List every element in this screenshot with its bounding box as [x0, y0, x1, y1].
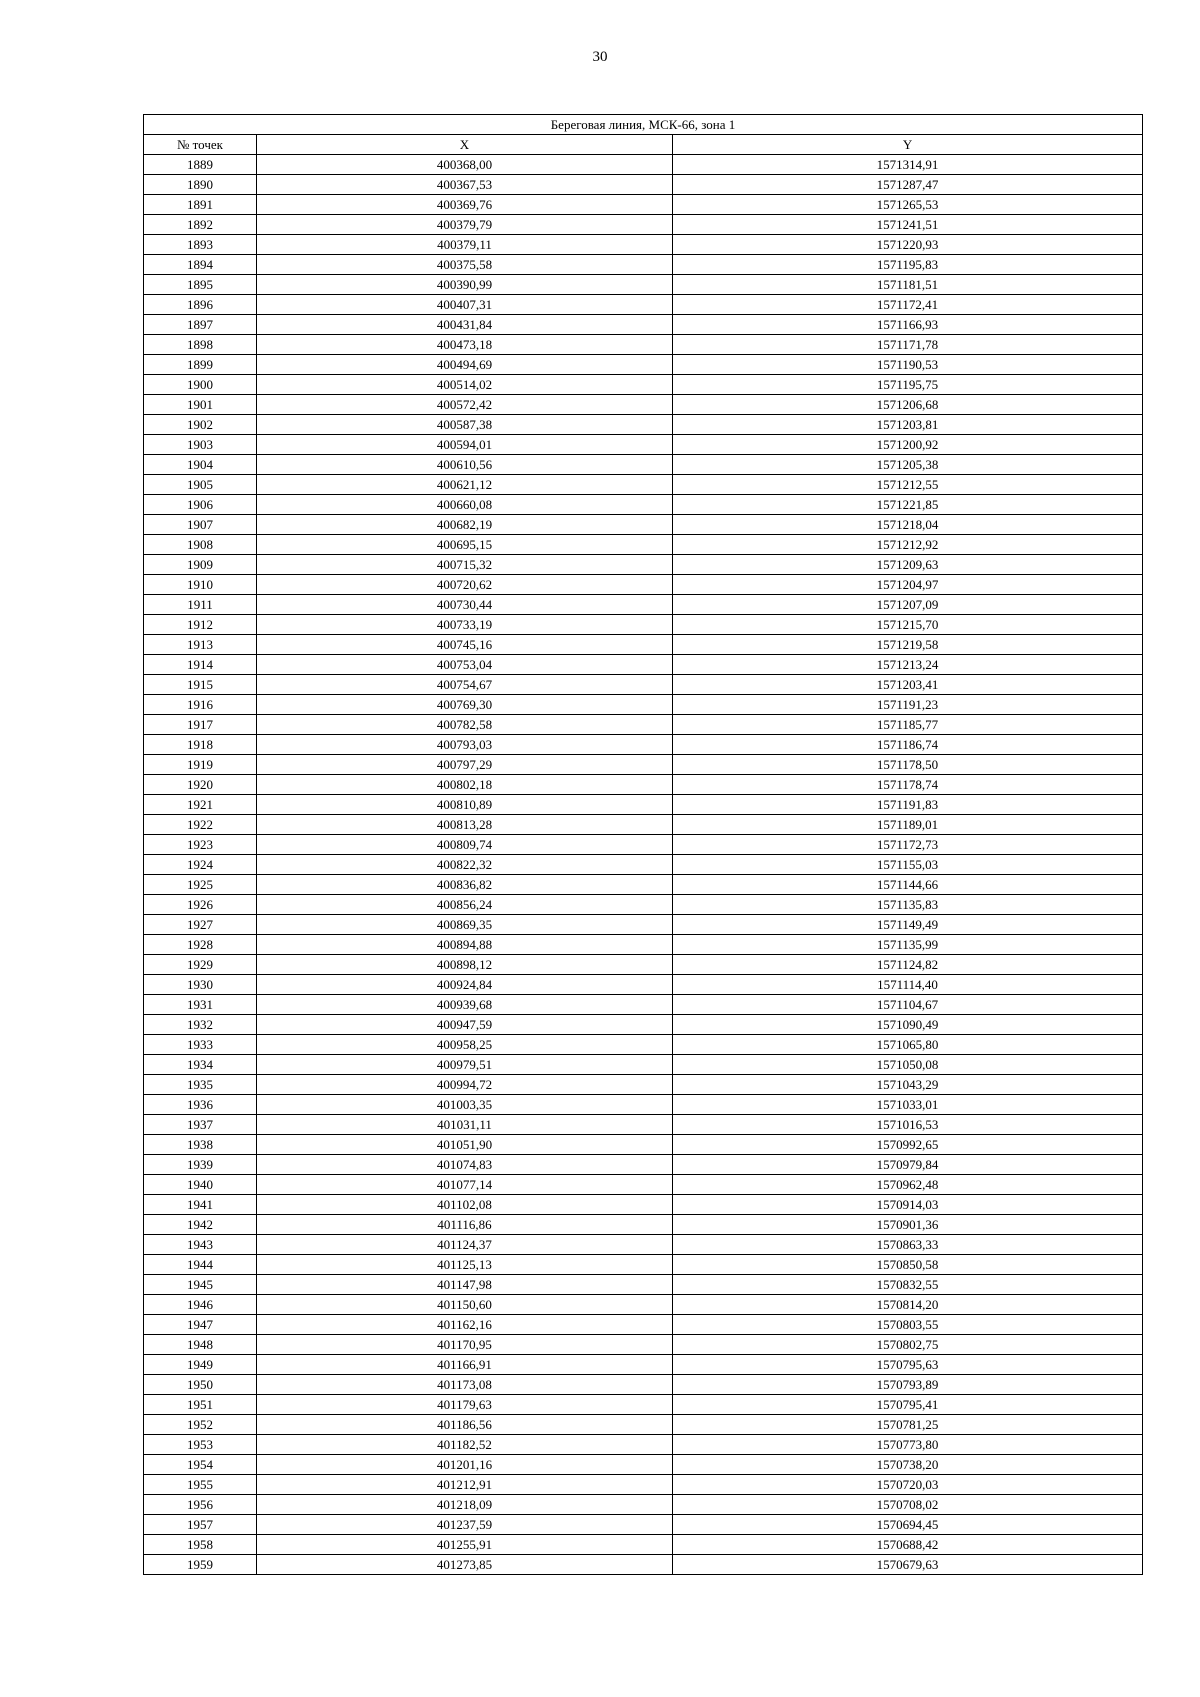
- table-row: [144, 155, 1143, 175]
- y-coordinate-cell: 1571241,51: [673, 215, 1143, 235]
- point-number-cell: 1912: [144, 615, 257, 635]
- point-number-cell: 1938: [144, 1135, 257, 1155]
- x-coordinate-cell: 400782,58: [257, 715, 673, 735]
- y-coordinate-cell: 1571190,53: [673, 355, 1143, 375]
- y-coordinate-cell: 1571114,40: [673, 975, 1143, 995]
- table-row: [144, 775, 1143, 795]
- x-coordinate-cell: 401173,08: [257, 1375, 673, 1395]
- table-row: [144, 455, 1143, 475]
- x-coordinate-cell: 400898,12: [257, 955, 673, 975]
- y-coordinate-cell: 1570688,42: [673, 1535, 1143, 1555]
- y-coordinate-cell: 1571195,75: [673, 375, 1143, 395]
- x-coordinate-cell: 401116,86: [257, 1215, 673, 1235]
- table-row: [144, 555, 1143, 575]
- point-number-cell: 1931: [144, 995, 257, 1015]
- y-coordinate-cell: 1570850,58: [673, 1255, 1143, 1275]
- point-number-cell: 1929: [144, 955, 257, 975]
- x-coordinate-cell: 401201,16: [257, 1455, 673, 1475]
- point-number-cell: 1950: [144, 1375, 257, 1395]
- point-number-cell: 1917: [144, 715, 257, 735]
- x-coordinate-cell: 400379,11: [257, 235, 673, 255]
- y-coordinate-cell: 1571155,03: [673, 855, 1143, 875]
- y-coordinate-cell: 1571104,67: [673, 995, 1143, 1015]
- point-number-cell: 1958: [144, 1535, 257, 1555]
- x-coordinate-cell: 400869,35: [257, 915, 673, 935]
- table-row: [144, 1155, 1143, 1175]
- y-coordinate-cell: 1571135,83: [673, 895, 1143, 915]
- point-number-cell: 1934: [144, 1055, 257, 1075]
- y-coordinate-cell: 1571178,50: [673, 755, 1143, 775]
- point-number-cell: 1901: [144, 395, 257, 415]
- table-row: [144, 575, 1143, 595]
- x-coordinate-cell: 400375,58: [257, 255, 673, 275]
- point-number-cell: 1909: [144, 555, 257, 575]
- table-row: [144, 875, 1143, 895]
- table-row: [144, 1215, 1143, 1235]
- y-coordinate-cell: 1571207,09: [673, 595, 1143, 615]
- y-coordinate-cell: 1571172,73: [673, 835, 1143, 855]
- point-number-cell: 1920: [144, 775, 257, 795]
- table-row: [144, 535, 1143, 555]
- point-number-cell: 1892: [144, 215, 257, 235]
- y-coordinate-cell: 1571186,74: [673, 735, 1143, 755]
- table-row: [144, 835, 1143, 855]
- point-number-cell: 1939: [144, 1155, 257, 1175]
- x-coordinate-cell: 400407,31: [257, 295, 673, 315]
- x-coordinate-cell: 400979,51: [257, 1055, 673, 1075]
- x-coordinate-cell: 400836,82: [257, 875, 673, 895]
- coordinates-table: [143, 114, 1143, 1575]
- point-number-cell: 1942: [144, 1215, 257, 1235]
- point-number-cell: 1890: [144, 175, 257, 195]
- y-coordinate-cell: 1570795,41: [673, 1395, 1143, 1415]
- x-coordinate-cell: 400368,00: [257, 155, 673, 175]
- table-row: [144, 595, 1143, 615]
- table-row: [144, 1295, 1143, 1315]
- table-row: [144, 795, 1143, 815]
- x-coordinate-cell: 400769,30: [257, 695, 673, 715]
- point-number-cell: 1949: [144, 1355, 257, 1375]
- y-coordinate-cell: 1571065,80: [673, 1035, 1143, 1055]
- table-row: [144, 1235, 1143, 1255]
- x-coordinate-cell: 401124,37: [257, 1235, 673, 1255]
- point-number-cell: 1898: [144, 335, 257, 355]
- y-coordinate-cell: 1570720,03: [673, 1475, 1143, 1495]
- point-number-cell: 1915: [144, 675, 257, 695]
- y-coordinate-cell: 1571212,55: [673, 475, 1143, 495]
- table-row: [144, 1355, 1143, 1375]
- point-number-cell: 1956: [144, 1495, 257, 1515]
- y-coordinate-cell: 1571206,68: [673, 395, 1143, 415]
- table-row: [144, 1095, 1143, 1115]
- table-row: [144, 1015, 1143, 1035]
- y-coordinate-cell: 1571043,29: [673, 1075, 1143, 1095]
- point-number-cell: 1948: [144, 1335, 257, 1355]
- y-coordinate-cell: 1571033,01: [673, 1095, 1143, 1115]
- point-number-cell: 1899: [144, 355, 257, 375]
- y-coordinate-cell: 1571219,58: [673, 635, 1143, 655]
- point-number-cell: 1951: [144, 1395, 257, 1415]
- table-row: [144, 1175, 1143, 1195]
- point-number-cell: 1921: [144, 795, 257, 815]
- x-coordinate-cell: 400793,03: [257, 735, 673, 755]
- table-row: [144, 415, 1143, 435]
- x-coordinate-cell: 401150,60: [257, 1295, 673, 1315]
- x-coordinate-cell: 400802,18: [257, 775, 673, 795]
- y-coordinate-cell: 1570781,25: [673, 1415, 1143, 1435]
- y-coordinate-cell: 1570962,48: [673, 1175, 1143, 1195]
- x-coordinate-cell: 401182,52: [257, 1435, 673, 1455]
- x-coordinate-cell: 401179,63: [257, 1395, 673, 1415]
- table-row: [144, 195, 1143, 215]
- x-coordinate-cell: 400939,68: [257, 995, 673, 1015]
- point-number-cell: 1944: [144, 1255, 257, 1275]
- point-number-cell: 1903: [144, 435, 257, 455]
- y-coordinate-cell: 1571265,53: [673, 195, 1143, 215]
- point-number-cell: 1908: [144, 535, 257, 555]
- x-coordinate-cell: 401003,35: [257, 1095, 673, 1115]
- x-coordinate-cell: 400924,84: [257, 975, 673, 995]
- table-row: [144, 1515, 1143, 1535]
- x-coordinate-cell: 400753,04: [257, 655, 673, 675]
- table-row: [144, 355, 1143, 375]
- table-row: [144, 1375, 1143, 1395]
- point-number-cell: 1924: [144, 855, 257, 875]
- table-row: [144, 435, 1143, 455]
- x-coordinate-cell: 400856,24: [257, 895, 673, 915]
- y-coordinate-cell: 1570793,89: [673, 1375, 1143, 1395]
- y-coordinate-cell: 1570979,84: [673, 1155, 1143, 1175]
- point-number-cell: 1932: [144, 1015, 257, 1035]
- point-number-cell: 1937: [144, 1115, 257, 1135]
- point-number-cell: 1935: [144, 1075, 257, 1095]
- x-coordinate-cell: 400745,16: [257, 635, 673, 655]
- table-row: [144, 1195, 1143, 1215]
- y-coordinate-cell: 1571203,81: [673, 415, 1143, 435]
- x-coordinate-cell: 401125,13: [257, 1255, 673, 1275]
- y-coordinate-cell: 1571185,77: [673, 715, 1143, 735]
- x-coordinate-cell: 401147,98: [257, 1275, 673, 1295]
- table-row: [144, 855, 1143, 875]
- table-row: [144, 1435, 1143, 1455]
- point-number-cell: 1933: [144, 1035, 257, 1055]
- y-coordinate-cell: 1571213,24: [673, 655, 1143, 675]
- point-number-cell: 1930: [144, 975, 257, 995]
- table-row: [144, 695, 1143, 715]
- x-coordinate-cell: 401074,83: [257, 1155, 673, 1175]
- x-coordinate-cell: 400610,56: [257, 455, 673, 475]
- y-coordinate-cell: 1571200,92: [673, 435, 1143, 455]
- y-coordinate-cell: 1571149,49: [673, 915, 1143, 935]
- page-number: 30: [592, 49, 608, 65]
- point-number-cell: 1896: [144, 295, 257, 315]
- table-header-row: [144, 135, 1143, 155]
- x-coordinate-cell: 400958,25: [257, 1035, 673, 1055]
- point-number-cell: 1940: [144, 1175, 257, 1195]
- y-coordinate-cell: 1571203,41: [673, 675, 1143, 695]
- point-number-cell: 1906: [144, 495, 257, 515]
- point-number-cell: 1953: [144, 1435, 257, 1455]
- table-row: [144, 1395, 1143, 1415]
- table-row: [144, 635, 1143, 655]
- table-row: [144, 935, 1143, 955]
- point-number-cell: 1905: [144, 475, 257, 495]
- column-header-y: Y: [673, 135, 1143, 155]
- x-coordinate-cell: 400754,67: [257, 675, 673, 695]
- y-coordinate-cell: 1570863,33: [673, 1235, 1143, 1255]
- x-coordinate-cell: 400822,32: [257, 855, 673, 875]
- y-coordinate-cell: 1571220,93: [673, 235, 1143, 255]
- x-coordinate-cell: 401051,90: [257, 1135, 673, 1155]
- table-title: Береговая линия, МСК-66, зона 1: [144, 115, 1143, 135]
- point-number-cell: 1895: [144, 275, 257, 295]
- table-row: [144, 1135, 1143, 1155]
- table-row: [144, 395, 1143, 415]
- table-row: [144, 1335, 1143, 1355]
- y-coordinate-cell: 1571181,51: [673, 275, 1143, 295]
- y-coordinate-cell: 1570708,02: [673, 1495, 1143, 1515]
- x-coordinate-cell: 401237,59: [257, 1515, 673, 1535]
- x-coordinate-cell: 400379,79: [257, 215, 673, 235]
- table-row: [144, 715, 1143, 735]
- table-row: [144, 235, 1143, 255]
- table-row: [144, 735, 1143, 755]
- table-row: [144, 295, 1143, 315]
- point-number-cell: 1904: [144, 455, 257, 475]
- x-coordinate-cell: 400660,08: [257, 495, 673, 515]
- y-coordinate-cell: 1571212,92: [673, 535, 1143, 555]
- table-row: [144, 1035, 1143, 1055]
- x-coordinate-cell: 401031,11: [257, 1115, 673, 1135]
- y-coordinate-cell: 1570814,20: [673, 1295, 1143, 1315]
- x-coordinate-cell: 401255,91: [257, 1535, 673, 1555]
- x-coordinate-cell: 400369,76: [257, 195, 673, 215]
- x-coordinate-cell: 400720,62: [257, 575, 673, 595]
- x-coordinate-cell: 401077,14: [257, 1175, 673, 1195]
- table-row: [144, 175, 1143, 195]
- y-coordinate-cell: 1571166,93: [673, 315, 1143, 335]
- point-number-cell: 1913: [144, 635, 257, 655]
- y-coordinate-cell: 1570773,80: [673, 1435, 1143, 1455]
- point-number-cell: 1943: [144, 1235, 257, 1255]
- point-number-cell: 1926: [144, 895, 257, 915]
- x-coordinate-cell: 400733,19: [257, 615, 673, 635]
- y-coordinate-cell: 1571314,91: [673, 155, 1143, 175]
- point-number-cell: 1919: [144, 755, 257, 775]
- y-coordinate-cell: 1570992,65: [673, 1135, 1143, 1155]
- y-coordinate-cell: 1571221,85: [673, 495, 1143, 515]
- x-coordinate-cell: 400431,84: [257, 315, 673, 335]
- table-row: [144, 215, 1143, 235]
- column-header-x: X: [257, 135, 673, 155]
- table-row: [144, 1115, 1143, 1135]
- x-coordinate-cell: 400947,59: [257, 1015, 673, 1035]
- point-number-cell: 1911: [144, 595, 257, 615]
- point-number-cell: 1955: [144, 1475, 257, 1495]
- y-coordinate-cell: 1570802,75: [673, 1335, 1143, 1355]
- table-row: [144, 495, 1143, 515]
- x-coordinate-cell: 400473,18: [257, 335, 673, 355]
- x-coordinate-cell: 400390,99: [257, 275, 673, 295]
- table-row: [144, 895, 1143, 915]
- point-number-cell: 1959: [144, 1555, 257, 1575]
- x-coordinate-cell: 400809,74: [257, 835, 673, 855]
- y-coordinate-cell: 1571215,70: [673, 615, 1143, 635]
- table-row: [144, 1415, 1143, 1435]
- y-coordinate-cell: 1571209,63: [673, 555, 1143, 575]
- y-coordinate-cell: 1570694,45: [673, 1515, 1143, 1535]
- point-number-cell: 1927: [144, 915, 257, 935]
- point-number-cell: 1889: [144, 155, 257, 175]
- x-coordinate-cell: 401212,91: [257, 1475, 673, 1495]
- point-number-cell: 1922: [144, 815, 257, 835]
- y-coordinate-cell: 1571204,97: [673, 575, 1143, 595]
- y-coordinate-cell: 1571205,38: [673, 455, 1143, 475]
- table-row: [144, 375, 1143, 395]
- x-coordinate-cell: 400367,53: [257, 175, 673, 195]
- x-coordinate-cell: 400894,88: [257, 935, 673, 955]
- point-number-cell: 1914: [144, 655, 257, 675]
- point-number-cell: 1945: [144, 1275, 257, 1295]
- point-number-cell: 1941: [144, 1195, 257, 1215]
- point-number-cell: 1893: [144, 235, 257, 255]
- table-row: [144, 475, 1143, 495]
- table-title-row: [144, 115, 1143, 135]
- y-coordinate-cell: 1570795,63: [673, 1355, 1143, 1375]
- point-number-cell: 1925: [144, 875, 257, 895]
- x-coordinate-cell: 401186,56: [257, 1415, 673, 1435]
- x-coordinate-cell: 400813,28: [257, 815, 673, 835]
- y-coordinate-cell: 1570914,03: [673, 1195, 1143, 1215]
- point-number-cell: 1957: [144, 1515, 257, 1535]
- point-number-cell: 1916: [144, 695, 257, 715]
- point-number-cell: 1946: [144, 1295, 257, 1315]
- table-row: [144, 1075, 1143, 1095]
- x-coordinate-cell: 400810,89: [257, 795, 673, 815]
- point-number-cell: 1947: [144, 1315, 257, 1335]
- x-coordinate-cell: 400682,19: [257, 515, 673, 535]
- table-row: [144, 815, 1143, 835]
- table-row: [144, 1055, 1143, 1075]
- x-coordinate-cell: 400587,38: [257, 415, 673, 435]
- table-row: [144, 1475, 1143, 1495]
- point-number-cell: 1928: [144, 935, 257, 955]
- x-coordinate-cell: 400715,32: [257, 555, 673, 575]
- y-coordinate-cell: 1571287,47: [673, 175, 1143, 195]
- table-row: [144, 1535, 1143, 1555]
- point-number-cell: 1936: [144, 1095, 257, 1115]
- x-coordinate-cell: 400594,01: [257, 435, 673, 455]
- table-row: [144, 615, 1143, 635]
- x-coordinate-cell: 400514,02: [257, 375, 673, 395]
- x-coordinate-cell: 401166,91: [257, 1355, 673, 1375]
- point-number-cell: 1952: [144, 1415, 257, 1435]
- y-coordinate-cell: 1571191,83: [673, 795, 1143, 815]
- table-row: [144, 755, 1143, 775]
- y-coordinate-cell: 1571124,82: [673, 955, 1143, 975]
- y-coordinate-cell: 1571171,78: [673, 335, 1143, 355]
- y-coordinate-cell: 1570738,20: [673, 1455, 1143, 1475]
- column-header-point-number: № точек: [144, 135, 257, 155]
- x-coordinate-cell: 400621,12: [257, 475, 673, 495]
- table-row: [144, 1275, 1143, 1295]
- x-coordinate-cell: 400572,42: [257, 395, 673, 415]
- y-coordinate-cell: 1570832,55: [673, 1275, 1143, 1295]
- x-coordinate-cell: 401218,09: [257, 1495, 673, 1515]
- table-row: [144, 655, 1143, 675]
- table-row: [144, 915, 1143, 935]
- point-number-cell: 1902: [144, 415, 257, 435]
- point-number-cell: 1891: [144, 195, 257, 215]
- point-number-cell: 1918: [144, 735, 257, 755]
- y-coordinate-cell: 1571016,53: [673, 1115, 1143, 1135]
- x-coordinate-cell: 401162,16: [257, 1315, 673, 1335]
- table-row: [144, 1555, 1143, 1575]
- point-number-cell: 1907: [144, 515, 257, 535]
- y-coordinate-cell: 1571195,83: [673, 255, 1143, 275]
- table-row: [144, 255, 1143, 275]
- x-coordinate-cell: 400994,72: [257, 1075, 673, 1095]
- point-number-cell: 1897: [144, 315, 257, 335]
- y-coordinate-cell: 1571135,99: [673, 935, 1143, 955]
- table-row: [144, 995, 1143, 1015]
- table-body: [144, 155, 1143, 1575]
- y-coordinate-cell: 1570803,55: [673, 1315, 1143, 1335]
- table-row: [144, 1255, 1143, 1275]
- y-coordinate-cell: 1571090,49: [673, 1015, 1143, 1035]
- x-coordinate-cell: 401273,85: [257, 1555, 673, 1575]
- table-row: [144, 275, 1143, 295]
- point-number-cell: 1910: [144, 575, 257, 595]
- y-coordinate-cell: 1571178,74: [673, 775, 1143, 795]
- y-coordinate-cell: 1571218,04: [673, 515, 1143, 535]
- y-coordinate-cell: 1571050,08: [673, 1055, 1143, 1075]
- y-coordinate-cell: 1570679,63: [673, 1555, 1143, 1575]
- x-coordinate-cell: 401170,95: [257, 1335, 673, 1355]
- point-number-cell: 1900: [144, 375, 257, 395]
- point-number-cell: 1954: [144, 1455, 257, 1475]
- x-coordinate-cell: 401102,08: [257, 1195, 673, 1215]
- y-coordinate-cell: 1571189,01: [673, 815, 1143, 835]
- x-coordinate-cell: 400494,69: [257, 355, 673, 375]
- x-coordinate-cell: 400695,15: [257, 535, 673, 555]
- table-row: [144, 975, 1143, 995]
- x-coordinate-cell: 400797,29: [257, 755, 673, 775]
- table-row: [144, 315, 1143, 335]
- table-row: [144, 1495, 1143, 1515]
- table-row: [144, 675, 1143, 695]
- table-row: [144, 1315, 1143, 1335]
- table-row: [144, 515, 1143, 535]
- x-coordinate-cell: 400730,44: [257, 595, 673, 615]
- y-coordinate-cell: 1571191,23: [673, 695, 1143, 715]
- y-coordinate-cell: 1571172,41: [673, 295, 1143, 315]
- point-number-cell: 1923: [144, 835, 257, 855]
- point-number-cell: 1894: [144, 255, 257, 275]
- y-coordinate-cell: 1571144,66: [673, 875, 1143, 895]
- table-row: [144, 955, 1143, 975]
- table-row: [144, 335, 1143, 355]
- table-row: [144, 1455, 1143, 1475]
- y-coordinate-cell: 1570901,36: [673, 1215, 1143, 1235]
